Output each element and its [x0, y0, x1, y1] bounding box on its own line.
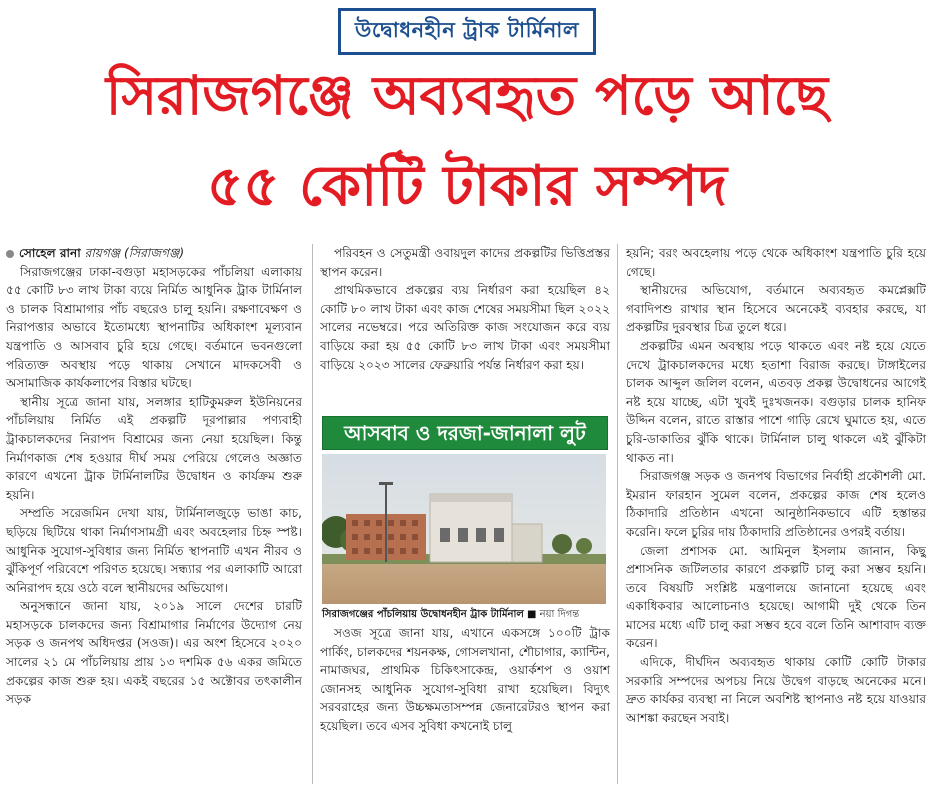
article-column-2: [320, 244, 610, 374]
column-divider: [312, 244, 313, 784]
paragraph: এদিকে, দীর্ঘদিন অব্যবহৃত থাকায় কোটি কোটি টাকার সরকারি সম্পদের অপচয় নিয়ে উদ্বেগ বাড়ছে অনেকের মনে। দ্রুত কার্যকর ব্যবস্থা না নিলে অবশিষ্ট স্থাপনাও নষ্ট হয়ে যাওয়ার আশঙ্কা করছেন সবাই।: [626, 655, 926, 725]
paragraph: জেলা প্রশাসক মো. আমিনুল ইসলাম জানান, কিছু প্রশাসনিক জটিলতার কারণে প্রকল্পটি চালু করা সম্ভব হয়নি। তবে বিষয়টি সংশ্লিষ্ট মন্ত্রণালয়ে জানানো হয়েছে এবং একাধিকবার আলোচনাও হয়েছে। আগামী দুই থেকে তিন মাসের মধ্যে এটি চালু করা সম্ভব হবে বলে তিনি আশাবাদ ব্যক্ত করেন।: [626, 543, 926, 651]
terminal-photo: [322, 454, 606, 604]
byline-name: সোহেল রানা: [19, 246, 81, 260]
caption-credit: নয়া দিগন্ত: [539, 609, 580, 620]
paragraph: প্রকল্পটির এমন অবস্থায় পড়ে থাকতে এবং নষ্ট হয়ে যেতে দেখে ট্রাকচালকদের মধ্যে হতাশা বিরাজ করছে। টাঙ্গাইলের চালক আব্দুল জলিল বলেন, এতবড় প্রকল্প উদ্বোধনের আগেই নষ্ট হয়ে যাচ্ছে, এটা খুবই দুঃখজনক। বগুড়ার চালক হানিফ উদ্দিন বলেন, রাতে রাস্তার পাশে গাড়ি রেখে ঘুমাতে হয়, এতে চুরি-ডাকাতির ঝুঁকি থাকে। টার্মিনাল চালু থাকলে এই ঝুঁকিটা থাকত না।: [626, 338, 926, 465]
caption-separator: ■: [527, 609, 540, 620]
paragraph: সিরাজগঞ্জের ঢাকা-বগুড়া মহাসড়কের পাঁচলিয়া এলাকায় ৫৫ কোটি ৮৩ লাখ টাকা ব্যয়ে নির্মিত আধুনিক ট্রাক টার্মিনাল ও চালক বিশ্রামাগার পাঁচ বছরেও চালু হয়নি। রক্ষণাবেক্ষণ ও নিরাপত্তার অভাবে ইতোমধ্যে স্থাপনাটির অধিকাংশ মূল্যবান যন্ত্রপাতি ও আসবাব চুরি হয়ে গেছে। বর্তমানে ভবনগুলো পরিত্যক্ত অবস্থায় পড়ে থাকায় সেখানে মাদকসেবী ও অসামাজিক কার্যকলাপের বিস্তার ঘটছে।: [6, 264, 302, 391]
paragraph: সিরাজগঞ্জ সড়ক ও জনপথ বিভাগের নির্বাহী প্রকৌশলী মো. ইমরান ফারহান সুমেল বলেন, প্রকল্পের কাজ শেষ হলেও ঠিকাদারি প্রতিষ্ঠান এখনো আনুষ্ঠানিকভাবে এটি হস্তান্তর করেনি। ফলে চুরির দায় ঠিকাদারি প্রতিষ্ঠানের ওপরই বর্তায়।: [626, 469, 926, 539]
paragraph: সম্প্রতি সরেজমিন দেখা যায়, টার্মিনালজুড়ে ভাঙা কাচ, ছড়িয়ে ছিটিয়ে থাকা নির্মাণসামগ্রী এবং অবহেলার চিহ্ন স্পষ্ট। আধুনিক সুযোগ-সুবিধার জন্য নির্মিত স্থাপনাটি এখন নীরব ও ঝুঁকিপূর্ণ পরিবেশে পরিণত হয়েছে। সন্ধ্যার পর এলাকাটি আরো অনিরাপদ হয়ে ওঠে বলে স্থানীয়দের অভিযোগ।: [6, 506, 302, 595]
photo-caption: [322, 608, 612, 622]
paragraph: হয়নি; বরং অবহেলায় পড়ে থেকে অধিকাংশ যন্ত্রপাতি চুরি হয়ে গেছে।: [626, 246, 926, 279]
article-column-3: [626, 244, 926, 727]
paragraph: স্থানীয়দের অভিযোগ, বর্তমানে অব্যবহৃত কমপ্লেক্সটি গবাদিপশু রাখার স্থান হিসেবে অনেকেই ব্যবহার করছে, যা প্রকল্পটির দুরবস্থার চিত্র তুলে ধরে।: [626, 283, 926, 335]
byline-place: রায়গঞ্জ (সিরাজগঞ্জ): [84, 246, 185, 260]
paragraph: প্রাথমিকভাবে প্রকল্পের ব্যয় নির্ধারণ করা হয়েছিল ৪২ কোটি ৮০ লাখ টাকা এবং কাজ শেষের সময়সীমা ছিল ২০২২ সালের নভেম্বরে। পরে অতিরিক্ত কাজ সংযোজন করে ব্যয় বাড়িয়ে করা হয় ৫৫ কোটি ৮৩ লাখ টাকা এবং সময়সীমা বাড়িয়ে ২০২৩ সালের ফেব্রুয়ারি পর্যন্ত নির্ধারণ করা হয়।: [320, 283, 610, 372]
caption-text: সিরাজগঞ্জের পাঁচলিয়ায় উদ্বোধনহীন ট্রাক টার্মিনাল: [322, 609, 524, 620]
article-column-2-continued: [320, 624, 610, 736]
paragraph: সওজ সূত্রে জানা যায়, এখানে একসঙ্গে ১০০টি ট্রাক পার্কিং, চালকদের শয়নকক্ষ, গোসলখানা, শৌচাগার, ক্যান্টিন, নামাজঘর, প্রাথমিক চিকিৎসাকেন্দ্র, ওয়ার্কশপ ও ওয়াশ জোনসহ আধুনিক সুযোগ-সুবিধা রাখা হয়েছিল। বিদ্যুৎ সরবরাহের জন্য উচ্চক্ষমতাসম্পন্ন জেনারেটরও স্থাপন করা হয়েছিল। তবে এসব সুবিধা কখনোই চালু: [320, 626, 610, 733]
bullet-icon: [6, 250, 14, 258]
kicker-wrapper: [0, 8, 934, 55]
paragraph: পরিবহন ও সেতুমন্ত্রী ওবায়দুল কাদের প্রকল্পটির ভিত্তিপ্রস্তর স্থাপন করেন।: [320, 246, 610, 279]
byline: [6, 244, 302, 263]
kicker-label: উদ্বোধনহীন ট্রাক টার্মিনাল: [338, 8, 596, 55]
subheading-banner: আসবাব ও দরজা-জানালা লুট: [322, 416, 608, 450]
headline-line-2: ৫৫ কোটি টাকার সম্পদ: [206, 154, 728, 219]
paragraph: স্থানীয় সূত্রে জানা যায়, সলঙ্গার হাটিকুমরুল ইউনিয়নের পাঁচলিয়ায় নির্মিত এই প্রকল্পটি দূরপাল্লার পণ্যবাহী ট্রাকচালকদের নিরাপদ বিশ্রামের জন্য নেয়া হয়েছিল। কিন্তু নির্মাণকাজ শেষ হওয়ার দীর্ঘ সময় পেরিয়ে গেলেও অজ্ঞাত কারণে এখনো ট্রাক টার্মিনালটির উদ্বোধন ও কার্যক্রম শুরু হয়নি।: [6, 394, 302, 502]
article-column-1: [6, 244, 302, 709]
paragraph: অনুসন্ধানে জানা যায়, ২০১৯ সালে দেশের চারটি মহাসড়কে চালকদের জন্য বিশ্রামাগার নির্মাণের উদ্যোগ নেয় সড়ক ও জনপথ অধিদপ্তর (সওজ)। এর অংশ হিসেবে ২০২০ সালের ২১ মে পাঁচলিয়ায় প্রায় ১৩ দশমিক ৫৬ একর জমিতে প্রকল্পের কাজ শুরু হয়। একই বছরের ১৫ অক্টোবর তৎকালীন সড়ক: [6, 599, 302, 707]
headline-line-1: সিরাজগঞ্জে অব্যবহৃত পড়ে আছে: [105, 64, 829, 127]
column-divider: [617, 244, 618, 784]
